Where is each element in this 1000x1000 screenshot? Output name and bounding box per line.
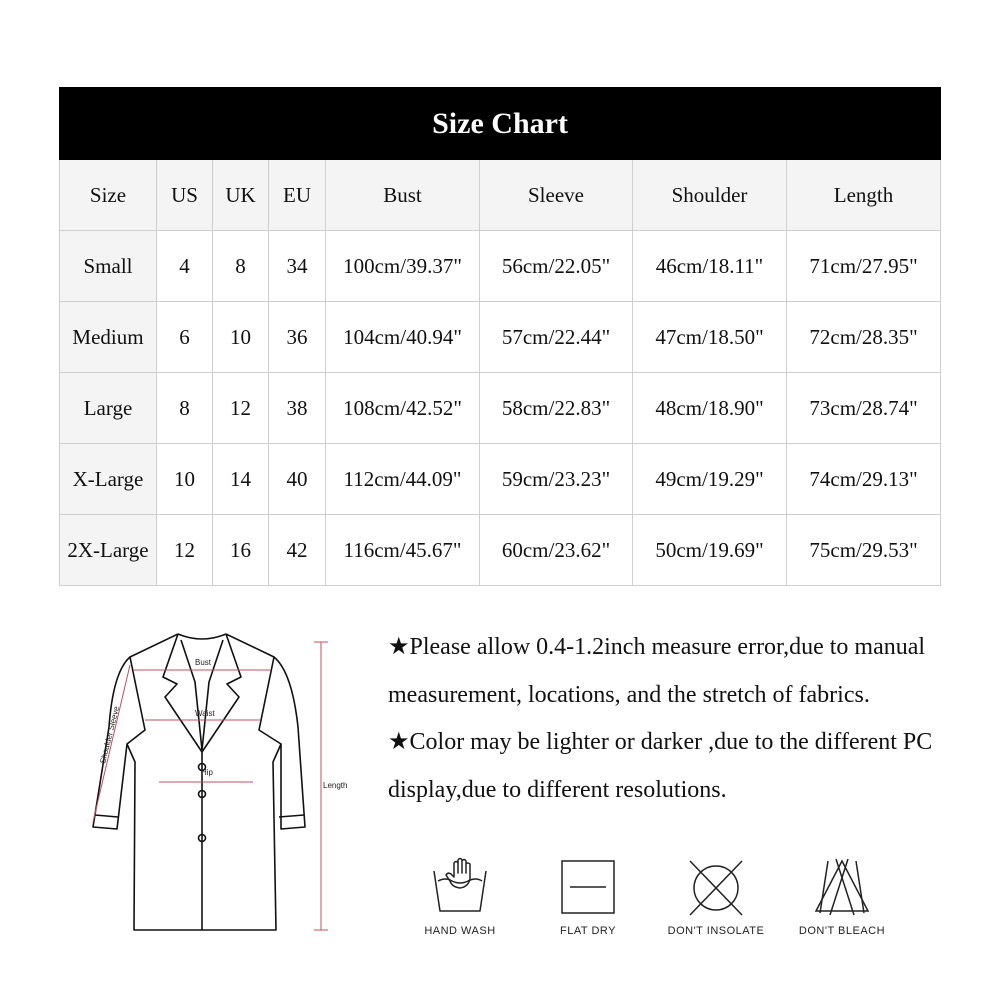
header-cell: EU [269,160,326,231]
header-cell: Length [787,160,941,231]
care-label: DON'T INSOLATE [667,925,765,937]
table-cell: 72cm/28.35" [787,302,941,373]
table-cell: 14 [213,444,269,515]
header-cell: Sleeve [480,160,633,231]
length-label: Length [323,781,348,790]
table-cell: Large [60,373,157,444]
coat-measurement-diagram [85,632,375,952]
table-cell: 56cm/22.05" [480,231,633,302]
table-cell: 100cm/39.37" [326,231,480,302]
flat-dry-icon [556,855,620,919]
note-measure-error: ★Please allow 0.4-1.2inch measure error,due to manual measurement, locations, and the stretch of fabrics. [388,634,926,708]
waist-label: Waist [195,709,215,718]
table-cell: 49cm/19.29" [633,444,787,515]
care-label: HAND WASH [424,925,496,937]
table-cell: 16 [213,515,269,586]
table-cell: 34 [269,231,326,302]
table-row [60,302,941,373]
hand-wash-icon [428,855,492,919]
care-label: FLAT DRY [560,925,616,937]
do-not-tumble-dry-icon [684,855,748,919]
table-row [60,515,941,586]
care-item-hand-wash [400,855,520,937]
table-cell: 104cm/40.94" [326,302,480,373]
table-row [60,444,941,515]
do-not-bleach-icon [810,855,874,919]
table-cell: X-Large [60,444,157,515]
table-cell: 10 [157,444,213,515]
table-cell: Small [60,231,157,302]
table-cell: 36 [269,302,326,373]
header-cell: US [157,160,213,231]
table-cell: 116cm/45.67" [326,515,480,586]
table-row [60,231,941,302]
table-cell: 71cm/27.95" [787,231,941,302]
measurement-lines [93,642,328,930]
care-item-flat-dry [528,855,648,937]
note-color: ★Color may be lighter or darker ,due to the different PC display,due to different resolutions. [388,729,933,803]
table-cell: 60cm/23.62" [480,515,633,586]
table-cell: 57cm/22.44" [480,302,633,373]
table-cell: 38 [269,373,326,444]
table-cell: 42 [269,515,326,586]
table-header-row [60,160,941,231]
table-cell: 6 [157,302,213,373]
table-cell: 50cm/19.69" [633,515,787,586]
notes [388,624,968,814]
table-cell: 8 [213,231,269,302]
header-cell: Size [60,160,157,231]
shoulder-sleeve-label: Shoulder Sleeve [98,705,122,765]
size-chart-title: Size Chart [60,88,941,160]
table-cell: 40 [269,444,326,515]
table-cell: 59cm/23.23" [480,444,633,515]
header-cell: Shoulder [633,160,787,231]
table-cell: 58cm/22.83" [480,373,633,444]
table-cell: 12 [157,515,213,586]
table-cell: 47cm/18.50" [633,302,787,373]
table-cell: 46cm/18.11" [633,231,787,302]
table-cell: 74cm/29.13" [787,444,941,515]
table-cell: 112cm/44.09" [326,444,480,515]
care-item-dont-bleach [782,855,902,937]
table-cell: 73cm/28.74" [787,373,941,444]
care-item-dont-insolate [656,855,776,937]
table-cell: 10 [213,302,269,373]
table-cell: Medium [60,302,157,373]
bust-label: Bust [195,658,212,667]
table-cell: 48cm/18.90" [633,373,787,444]
header-cell: Bust [326,160,480,231]
header-cell: UK [213,160,269,231]
table-cell: 108cm/42.52" [326,373,480,444]
size-chart-table [59,87,941,586]
table-row [60,373,941,444]
table-cell: 4 [157,231,213,302]
table-cell: 75cm/29.53" [787,515,941,586]
table-cell: 8 [157,373,213,444]
care-label: DON'T BLEACH [798,925,886,937]
table-cell: 2X-Large [60,515,157,586]
hip-label: Hip [201,768,214,777]
table-cell: 12 [213,373,269,444]
